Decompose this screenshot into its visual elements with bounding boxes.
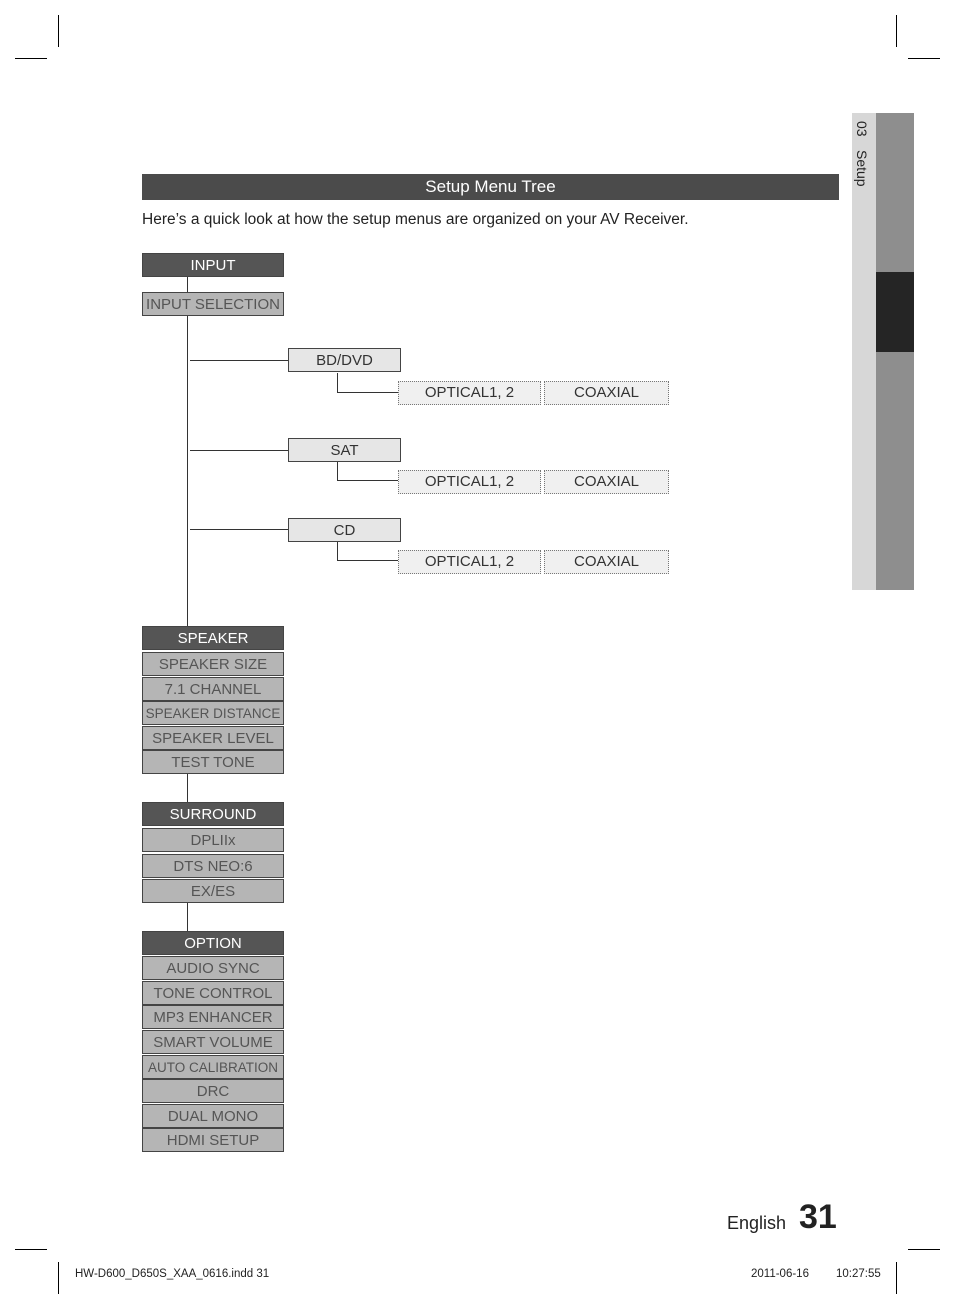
menu-item: 7.1 CHANNEL (142, 677, 284, 701)
menu-item: AUDIO SYNC (142, 956, 284, 980)
print-file-name: HW-D600_D650S_XAA_0616.indd 31 (75, 1268, 270, 1280)
branch-line (190, 360, 288, 361)
menu-item: TONE CONTROL (142, 981, 284, 1005)
print-time: 10:27:55 (836, 1268, 881, 1280)
chapter-tab-marker (876, 272, 914, 352)
menu-item: MP3 ENHANCER (142, 1005, 284, 1029)
menu-item: SPEAKER DISTANCE (142, 701, 284, 725)
sub-branch-line (337, 373, 338, 392)
menu-input-selection: INPUT SELECTION (142, 292, 284, 316)
crop-mark (908, 58, 940, 59)
menu-item: AUTO CALIBRATION (142, 1055, 284, 1079)
menu-item: DRC (142, 1079, 284, 1103)
print-date: 2011-06-16 (751, 1268, 809, 1280)
option-coaxial: COAXIAL (544, 550, 669, 574)
page-number: 31 (799, 1198, 837, 1236)
sub-branch-line (337, 392, 398, 393)
crop-mark (15, 1249, 47, 1250)
option-coaxial: COAXIAL (544, 381, 669, 405)
sub-branch-line (337, 542, 338, 560)
option-optical: OPTICAL1, 2 (398, 470, 541, 494)
crop-mark (908, 1249, 940, 1250)
option-optical: OPTICAL1, 2 (398, 381, 541, 405)
sub-branch-line (337, 462, 338, 480)
menu-item: TEST TONE (142, 750, 284, 774)
chapter-name: Setup (854, 150, 870, 188)
footer-language: English (727, 1213, 787, 1233)
chapter-number: 03 (854, 121, 870, 137)
source-sat: SAT (288, 438, 401, 462)
crop-mark (896, 1262, 897, 1294)
menu-option: OPTION (142, 931, 284, 955)
menu-item: DTS NEO:6 (142, 854, 284, 878)
tree-trunk-line (187, 774, 188, 802)
menu-item: EX/ES (142, 879, 284, 903)
tree-trunk-line (187, 903, 188, 931)
sub-branch-line (337, 560, 398, 561)
tree-trunk-line (187, 316, 188, 626)
crop-mark (58, 15, 59, 47)
option-coaxial: COAXIAL (544, 470, 669, 494)
menu-surround: SURROUND (142, 802, 284, 826)
menu-item: SMART VOLUME (142, 1030, 284, 1054)
sub-branch-line (337, 480, 398, 481)
menu-item: SPEAKER SIZE (142, 652, 284, 676)
source-bd-dvd: BD/DVD (288, 348, 401, 372)
menu-input: INPUT (142, 253, 284, 277)
crop-mark (58, 1262, 59, 1294)
crop-mark (896, 15, 897, 47)
menu-item: DUAL MONO (142, 1104, 284, 1128)
chapter-tab-label (852, 113, 876, 590)
option-optical: OPTICAL1, 2 (398, 550, 541, 574)
tree-trunk-line (187, 277, 188, 292)
intro-text: Here’s a quick look at how the setup menus are organized on your AV Receiver. (142, 211, 689, 228)
menu-speaker: SPEAKER (142, 626, 284, 650)
menu-item: DPLIIx (142, 828, 284, 852)
source-cd: CD (288, 518, 401, 542)
menu-item: SPEAKER LEVEL (142, 726, 284, 750)
crop-mark (15, 58, 47, 59)
section-title: Setup Menu Tree (142, 174, 839, 200)
branch-line (190, 529, 288, 530)
branch-line (190, 450, 288, 451)
menu-item: HDMI SETUP (142, 1128, 284, 1152)
